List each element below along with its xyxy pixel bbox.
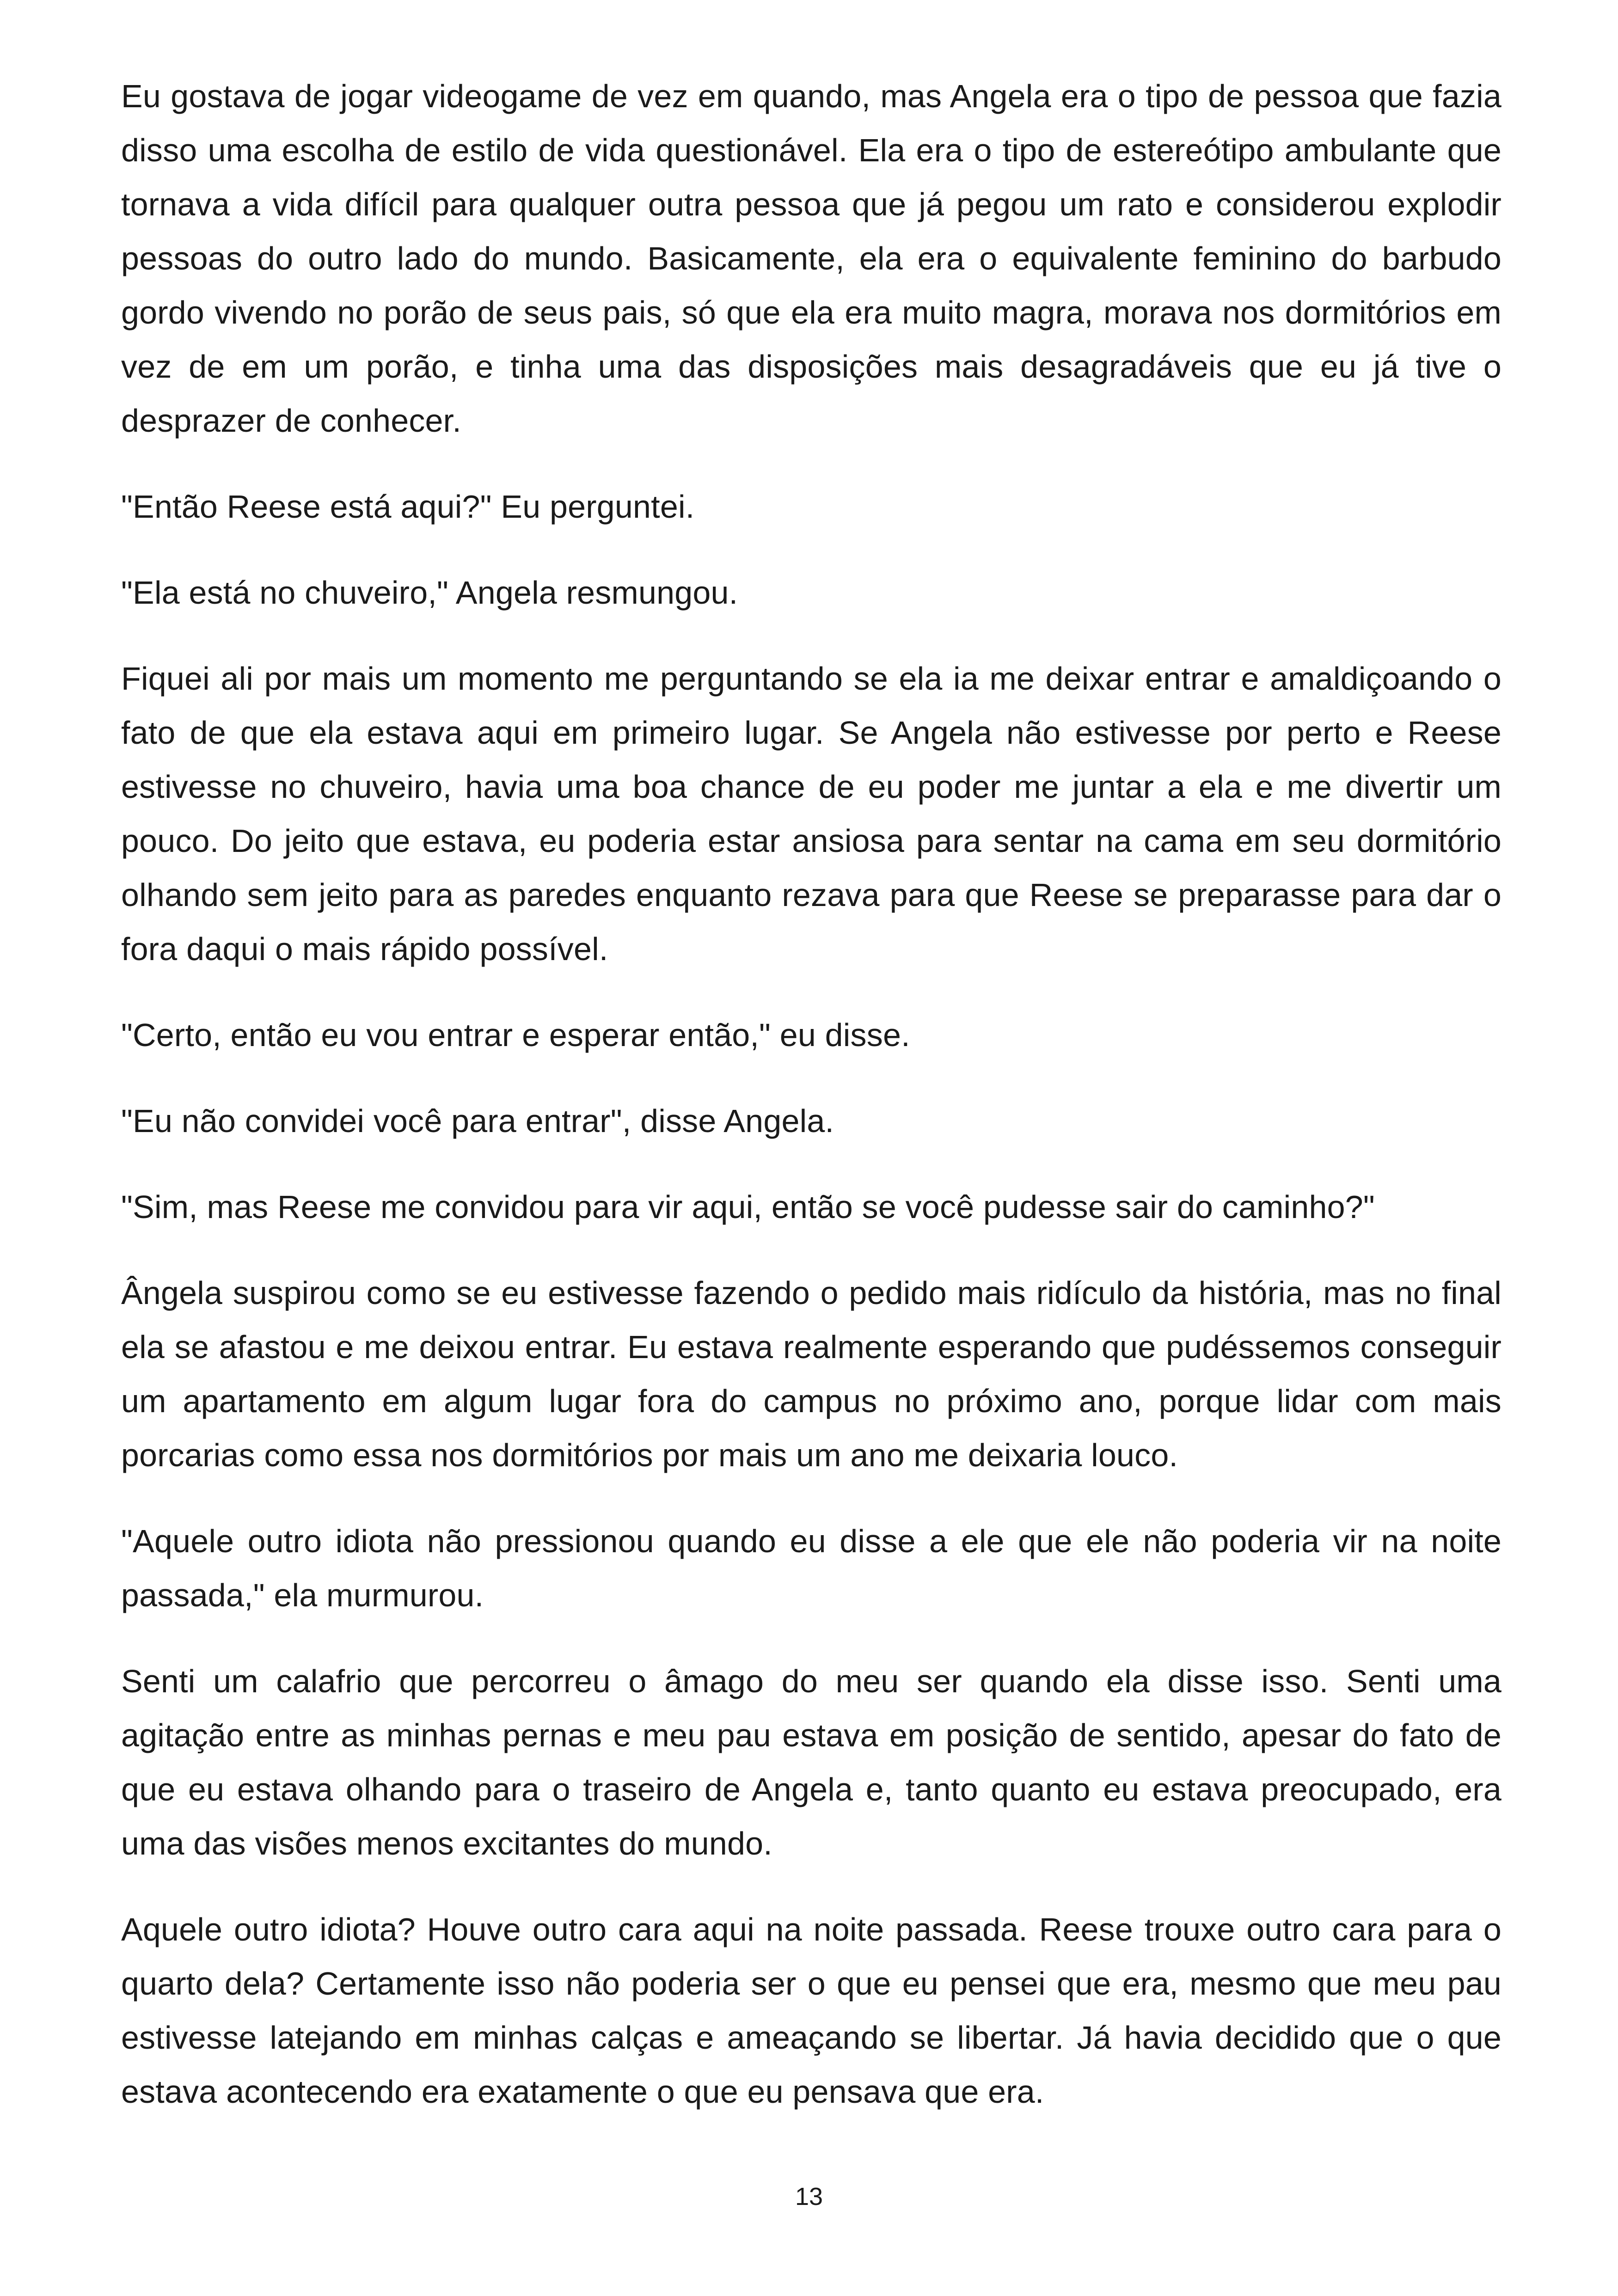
page-body bbox=[121, 69, 1502, 2151]
paragraph: Senti um calafrio que percorreu o âmago do meu ser quando ela disse isso. Senti uma agitação entre as minhas pernas e meu pau estava em posição de sentido, apesar do fato de que eu estava olhando para o traseiro de Angela e, tanto quanto eu estava preocupado, era uma das visões menos excitantes do mundo. bbox=[121, 1663, 1502, 1861]
paragraph: Ângela suspirou como se eu estivesse fazendo o pedido mais ridículo da história, mas no final ela se afastou e me deixou entrar. Eu estava realmente esperando que pudéssemos conseguir um apartamento em algum lugar fora do campus no próximo ano, porque lidar com mais porcarias como essa nos dormitórios por mais um ano me deixaria louco. bbox=[121, 1275, 1502, 1473]
paragraph: "Sim, mas Reese me convidou para vir aqui, então se você pudesse sair do caminho?" bbox=[121, 1189, 1375, 1225]
paragraph: Aquele outro idiota? Houve outro cara aqui na noite passada. Reese trouxe outro cara para o quarto dela? Certamente isso não poderia ser o que eu pensei que era, mesmo que meu pau estivesse latejando em minhas calças e ameaçando se libertar. Já havia decidido que o que estava acontecendo era exatamente o que eu pensava que era. bbox=[121, 1911, 1502, 2110]
paragraph: "Ela está no chuveiro," Angela resmungou. bbox=[121, 575, 738, 611]
paragraph: "Então Reese está aqui?" Eu perguntei. bbox=[121, 489, 695, 525]
paragraph: "Eu não convidei você para entrar", disse Angela. bbox=[121, 1103, 834, 1139]
paragraph: Fiquei ali por mais um momento me perguntando se ela ia me deixar entrar e amaldiçoando o fato de que ela estava aqui em primeiro lugar. Se Angela não estivesse por perto e Reese estivesse no chuveiro, havia uma boa chance de eu poder me juntar a ela e me divertir um pouco. Do jeito que estava, eu poderia estar ansiosa para sentar na cama em seu dormitório olhando sem jeito para as paredes enquanto rezava para que Reese se preparasse para dar o fora daqui o mais rápido possível. bbox=[121, 661, 1502, 967]
page-number: 13 bbox=[795, 2183, 823, 2210]
paragraph: Eu gostava de jogar videogame de vez em quando, mas Angela era o tipo de pessoa que fazia disso uma escolha de estilo de vida questionável. Ela era o tipo de estereótipo ambulante que tornava a vida difícil para qualquer outra pessoa que já pegou um rato e considerou explodir pessoas do outro lado do mundo. Basicamente, ela era o equivalente feminino do barbudo gordo vivendo no porão de seus pais, só que ela era muito magra, morava nos dormitórios em vez de em um porão, e tinha uma das disposições mais desagradáveis que eu já tive o desprazer de conhecer. bbox=[121, 78, 1502, 439]
paragraph: "Aquele outro idiota não pressionou quando eu disse a ele que ele não poderia vir na noite passada," ela murmurou. bbox=[121, 1523, 1502, 1613]
paragraph: "Certo, então eu vou entrar e esperar então," eu disse. bbox=[121, 1017, 910, 1053]
